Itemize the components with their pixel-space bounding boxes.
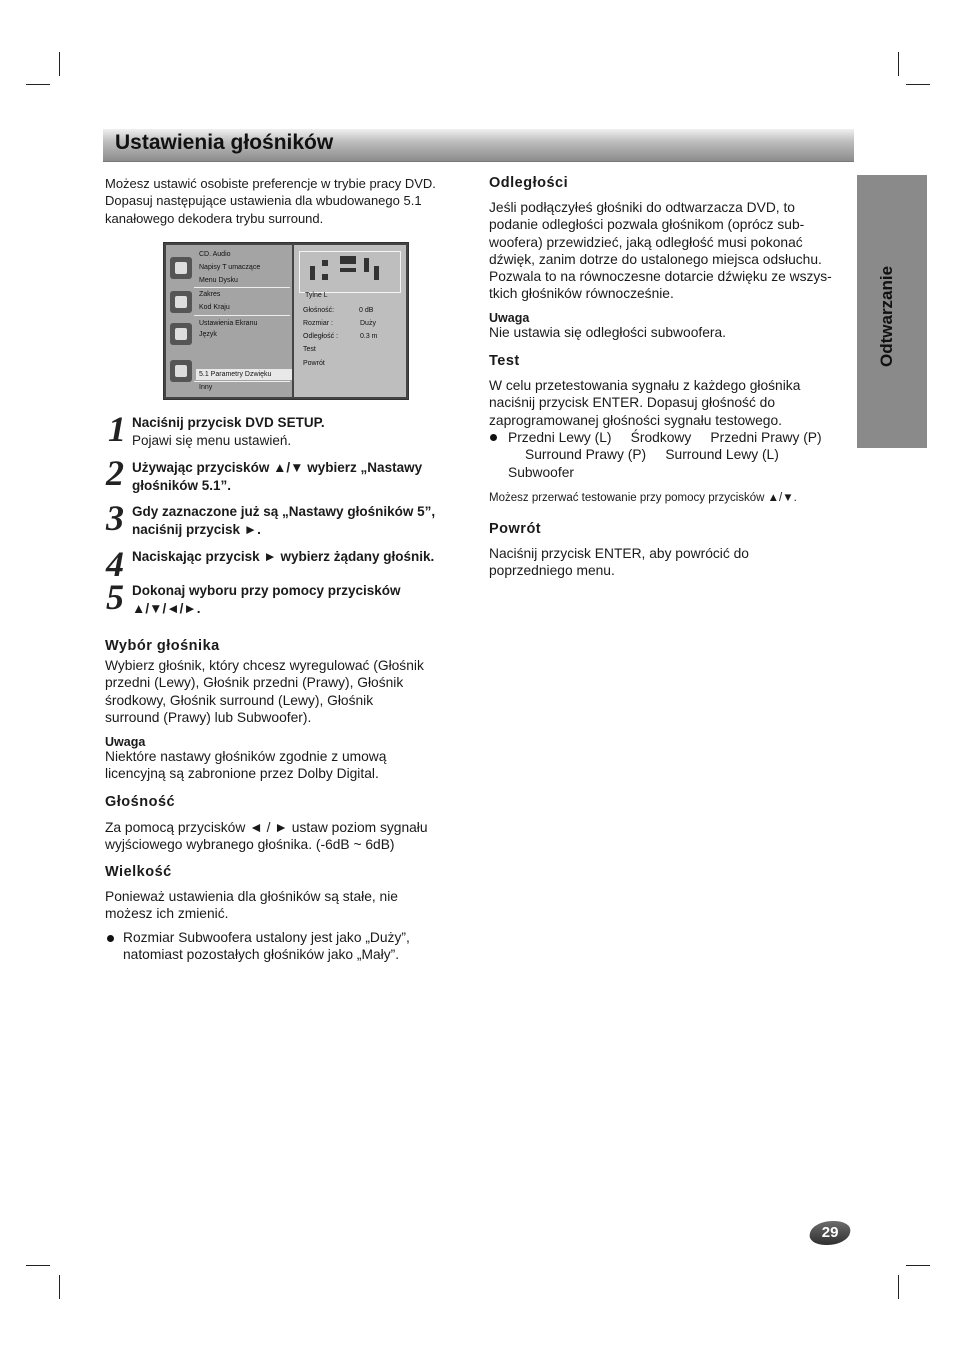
step-number: 4 [106,544,124,584]
bullet-text [123,929,473,964]
bullet-text [508,429,853,481]
step-2 [132,459,472,494]
section-heading: Test [489,353,520,369]
intro-text [105,175,475,227]
selected-speaker: Tylne L [305,292,328,299]
audio-icon [170,257,192,279]
display-icon [170,323,192,345]
text-line: dźwięk, zanim dotrze do ustalonego miejsca odsłuchu. [489,251,822,267]
setup-menu-screenshot [163,242,409,400]
step-instruction: Gdy zaznaczone już są „Nastawy głośników 5”, [132,504,436,519]
text-line: podanie odległości pozwala głośnikom (oprócz sub- [489,217,805,233]
crop-mark [898,1275,899,1299]
page-title: Ustawienia głośników [115,131,334,154]
section-heading: Odległości [489,175,569,191]
menu-item: CD. Audio [199,251,231,258]
crop-mark [59,52,60,76]
text-line: Naciśnij przycisk ENTER, aby powrócić do [489,546,749,561]
section-heading: Powrót [489,521,542,537]
text-line: wyjściowego wybranego głośnika. (-6dB ~ 6dB) [105,837,395,853]
section-heading: Głośność [105,794,176,810]
step-instruction: ▲/▼/◄/►. [132,600,201,616]
crop-mark [26,84,50,85]
page-number-badge [807,1221,852,1245]
setting-value: Duży [360,320,376,327]
crop-mark [906,1265,930,1266]
intro-line: Dopasuj następujące ustawienia dla wbudowanego 5.1 [105,193,422,209]
note-text: Nie ustawia się odległości subwoofera. [489,325,726,340]
section-text [105,888,475,923]
step-number: 5 [106,577,124,617]
setup-menu-list [166,245,292,397]
text-line: zaprogramowanej głośności sygnału testowego. [489,412,782,428]
text-line: Surround Prawy (P) Surround Lewy (L) [525,447,779,463]
menu-item: Kod Kraju [199,304,230,311]
divider [194,381,290,382]
small-note: Możesz przerwać testowanie przy pomocy przycisków ▲/▼. [489,492,797,504]
setting-label: Powrót [303,360,325,367]
title-bar [103,129,854,162]
crop-mark [906,84,930,85]
step-instruction: Dokonaj wyboru przy pomocy przycisków [132,583,401,598]
section-text [105,657,475,726]
step-number: 2 [106,453,124,493]
step-number: 1 [108,409,126,449]
text-line: Wybierz głośnik, który chcesz wyregulować (Głośnik [105,658,424,673]
menu-item: Menu Dysku [199,277,238,284]
step-3 [132,503,477,538]
speaker-layout-icon [299,251,401,293]
setting-label: Odległość : [303,333,339,340]
section-text [489,545,851,580]
step-instruction: Naciskając przycisk ► wybierz żądany głośnik. [132,549,435,564]
crop-mark [26,1265,50,1266]
setting-label: Głośność: [303,307,335,314]
bullet-icon [490,434,497,441]
speaker-settings-icon [170,360,192,382]
text-line: Za pomocą przycisków ◄ / ► ustaw poziom sygnału [105,820,428,835]
section-text [105,819,475,854]
section-text [489,377,851,429]
setting-label: Rozmiar : [303,320,333,327]
divider [194,287,290,288]
step-instruction: naciśnij przycisk ►. [132,521,261,537]
text-line: przedni (Lewy), Głośnik przedni (Prawy), Głośnik [105,675,404,691]
setting-label: Test [303,346,316,353]
text-line: natomiast pozostałych głośników jako „Mały”. [123,947,400,963]
menu-item-selected: 5.1 Parametry Dzwięku [199,371,272,378]
text-line: Przedni Lewy (L) Środkowy Przedni Prawy (P) [508,430,822,445]
section-heading: Wielkość [105,864,172,880]
step-instruction: głośników 5.1”. [132,477,232,493]
text-line: W celu przetestowania sygnału z każdego głośnika [489,378,801,393]
menu-item: Zakres [199,291,221,298]
step-detail: Pojawi się menu ustawień. [132,432,292,448]
text-line: licencyjną są zabronione przez Dolby Digital. [105,766,379,782]
menu-item: Ustawienia Ekranu [199,320,258,327]
text-line: Jeśli podłączyłeś głośniki do odtwarzacza DVD, to [489,200,795,215]
note-text [105,748,475,783]
step-4 [132,548,477,566]
menu-item: Napisy T umaczące [199,264,261,271]
section-heading: Wybór głośnika [105,638,220,654]
setting-value: 0.3 m [360,333,378,340]
section-text [489,199,851,303]
step-instruction: Używając przycisków ▲/▼ wybierz „Nastawy [132,460,423,475]
text-line: Pozwala to na równoczesne dotarcie dźwięku ze wszys- [489,269,832,285]
lock-icon [170,291,192,313]
step-1 [132,414,472,449]
setting-value: 0 dB [359,307,374,314]
text-line: możesz ich zmienić. [105,906,229,922]
text-line: środkowy, Głośnik surround (Lewy), Głośnik [105,692,374,708]
text-line: Niektóre nastawy głośników zgodnie z umową [105,749,387,764]
text-line: Subwoofer [508,464,574,480]
note-heading: Uwaga [105,735,146,749]
text-line: Rozmiar Subwoofera ustalony jest jako „Duży”, [123,930,410,945]
section-tab [857,175,927,448]
intro-line: Możesz ustawić osobiste preferencje w trybie pracy DVD. [105,176,436,191]
text-line: woofera) przewidzieć, jaką odległość musi pokonać [489,234,803,250]
menu-item: Język [199,331,217,338]
step-instruction: Naciśnij przycisk DVD SETUP. [132,415,325,430]
note-heading: Uwaga [489,311,530,325]
crop-mark [898,52,899,76]
divider [194,315,290,316]
text-line: poprzedniego menu. [489,563,615,579]
speaker-settings-panel [294,245,406,397]
text-line: surround (Prawy) lub Subwoofer). [105,709,312,725]
text-line: naciśnij przycisk ENTER. Dopasuj głośność do [489,395,776,411]
text-line: Ponieważ ustawienia dla głośników są stałe, nie [105,889,398,904]
text-line: tkich głośników równocześnie. [489,286,674,302]
intro-line: kanałowego dekodera trybu surround. [105,210,324,226]
bullet-icon [107,935,114,942]
step-5 [132,582,477,617]
page-number: 29 [821,1224,839,1241]
menu-item: Inny [199,384,213,391]
section-tab-label: Odtwarzanie [877,265,896,367]
crop-mark [59,1275,60,1299]
step-number: 3 [106,498,124,538]
